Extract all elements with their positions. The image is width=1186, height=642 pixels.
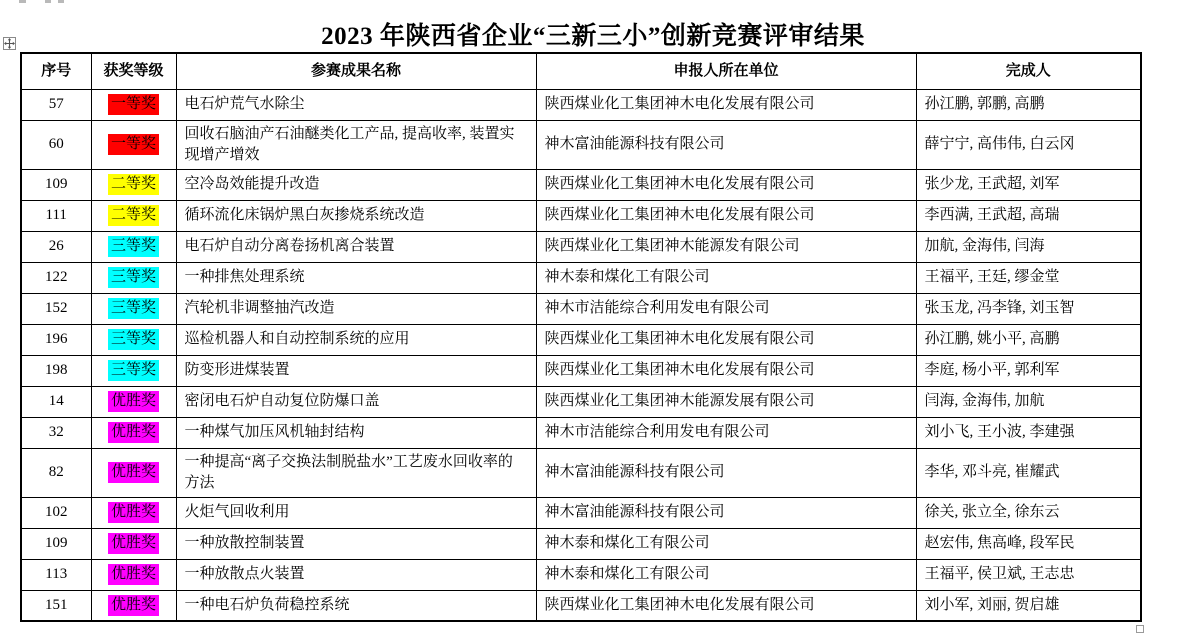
serial-cell: 82: [21, 448, 91, 497]
award-cell: [91, 200, 176, 231]
serial-cell: 196: [21, 324, 91, 355]
award-cell: [91, 293, 176, 324]
people-cell: 徐关, 张立全, 徐东云: [916, 497, 1141, 528]
unit-cell: 神木富油能源科技有限公司: [536, 120, 916, 169]
award-highlight: 二等奖: [108, 174, 159, 195]
achievement-cell: 一种放散控制装置: [176, 528, 536, 559]
unit-cell: 神木市洁能综合利用发电有限公司: [536, 417, 916, 448]
people-cell: 李庭, 杨小平, 郭利军: [916, 355, 1141, 386]
award-cell: [91, 120, 176, 169]
page-title: 2023 年陕西省企业“三新三小”创新竞赛评审结果: [321, 23, 865, 50]
people-cell: 王福平, 侯卫斌, 王志忠: [916, 559, 1141, 590]
achievement-cell: 火炬气回收利用: [176, 497, 536, 528]
award-cell: [91, 497, 176, 528]
award-cell: [91, 448, 176, 497]
award-highlight: 优胜奖: [108, 422, 159, 443]
serial-cell: 113: [21, 559, 91, 590]
column-header-serial: 序号: [21, 53, 91, 89]
people-cell: 赵宏伟, 焦高峰, 段军民: [916, 528, 1141, 559]
unit-cell: 神木市洁能综合利用发电有限公司: [536, 293, 916, 324]
achievement-cell: 一种排焦处理系统: [176, 262, 536, 293]
serial-cell: 60: [21, 120, 91, 169]
award-cell: [91, 355, 176, 386]
column-header-applicant-unit: 申报人所在单位: [536, 53, 916, 89]
unit-cell: 神木富油能源科技有限公司: [536, 448, 916, 497]
achievement-cell: 汽轮机非调整抽汽改造: [176, 293, 536, 324]
award-cell: [91, 262, 176, 293]
serial-cell: 32: [21, 417, 91, 448]
award-highlight: 一等奖: [108, 94, 159, 115]
achievement-cell: 一种煤气加压风机轴封结构: [176, 417, 536, 448]
unit-cell: 陕西煤业化工集团神木电化发展有限公司: [536, 89, 916, 120]
serial-cell: 151: [21, 590, 91, 621]
table-row: [21, 324, 1141, 355]
unit-cell: 神木富油能源科技有限公司: [536, 497, 916, 528]
award-cell: [91, 559, 176, 590]
people-cell: 加航, 金海伟, 闫海: [916, 231, 1141, 262]
table-row: [21, 293, 1141, 324]
award-highlight: 一等奖: [108, 134, 159, 155]
award-highlight: 优胜奖: [108, 462, 159, 483]
people-cell: 薛宁宁, 高伟伟, 白云冈: [916, 120, 1141, 169]
achievement-cell: 循环流化床锅炉黑白灰掺烧系统改造: [176, 200, 536, 231]
award-highlight: 二等奖: [108, 205, 159, 226]
unit-cell: 陕西煤业化工集团神木能源发展有限公司: [536, 386, 916, 417]
table-move-handle-icon[interactable]: [3, 37, 16, 50]
achievement-cell: 空冷岛效能提升改造: [176, 169, 536, 200]
achievement-cell: 一种放散点火装置: [176, 559, 536, 590]
people-cell: 闫海, 金海伟, 加航: [916, 386, 1141, 417]
table-row: [21, 497, 1141, 528]
unit-cell: 陕西煤业化工集团神木电化发展有限公司: [536, 169, 916, 200]
serial-cell: 26: [21, 231, 91, 262]
table-header-row: [21, 53, 1141, 89]
people-cell: 张少龙, 王武超, 刘军: [916, 169, 1141, 200]
people-cell: 李西满, 王武超, 高瑞: [916, 200, 1141, 231]
table-row: [21, 231, 1141, 262]
people-cell: 王福平, 王廷, 缪金堂: [916, 262, 1141, 293]
top-edge-artifact: [58, 0, 64, 3]
achievement-cell: 一种提高“离子交换法制脱盐水”工艺废水回收率的方法: [176, 448, 536, 497]
serial-cell: 102: [21, 497, 91, 528]
table-resize-handle[interactable]: [1136, 625, 1144, 633]
table-row: [21, 590, 1141, 621]
top-edge-artifact: [45, 0, 51, 3]
serial-cell: 109: [21, 528, 91, 559]
serial-cell: 122: [21, 262, 91, 293]
column-header-achievement-name: 参赛成果名称: [176, 53, 536, 89]
achievement-cell: 回收石脑油产石油醚类化工产品, 提高收率, 装置实现增产增效: [176, 120, 536, 169]
award-highlight: 三等奖: [108, 298, 159, 319]
achievement-cell: 密闭电石炉自动复位防爆口盖: [176, 386, 536, 417]
people-cell: 刘小军, 刘丽, 贺启雄: [916, 590, 1141, 621]
award-cell: [91, 231, 176, 262]
award-highlight: 三等奖: [108, 267, 159, 288]
award-cell: [91, 169, 176, 200]
achievement-cell: 电石炉荒气水除尘: [176, 89, 536, 120]
people-cell: 孙江鹏, 姚小平, 高鹏: [916, 324, 1141, 355]
award-highlight: 优胜奖: [108, 533, 159, 554]
unit-cell: 陕西煤业化工集团神木电化发展有限公司: [536, 200, 916, 231]
table-row: [21, 262, 1141, 293]
award-highlight: 三等奖: [108, 360, 159, 381]
unit-cell: 神木泰和煤化工有限公司: [536, 559, 916, 590]
people-cell: 张玉龙, 冯李锋, 刘玉智: [916, 293, 1141, 324]
award-cell: [91, 590, 176, 621]
column-header-award-level: 获奖等级: [91, 53, 176, 89]
unit-cell: 神木泰和煤化工有限公司: [536, 528, 916, 559]
four-way-arrow-icon: [4, 38, 15, 49]
table-row: [21, 355, 1141, 386]
serial-cell: 109: [21, 169, 91, 200]
table-row: [21, 89, 1141, 120]
top-edge-artifact: [19, 0, 26, 3]
table-row: [21, 448, 1141, 497]
column-header-completers: 完成人: [916, 53, 1141, 89]
award-cell: [91, 324, 176, 355]
table-row: [21, 417, 1141, 448]
serial-cell: 198: [21, 355, 91, 386]
unit-cell: 神木泰和煤化工有限公司: [536, 262, 916, 293]
people-cell: 刘小飞, 王小波, 李建强: [916, 417, 1141, 448]
table-row: [21, 559, 1141, 590]
people-cell: 孙江鹏, 郭鹏, 高鹏: [916, 89, 1141, 120]
serial-cell: 152: [21, 293, 91, 324]
unit-cell: 陕西煤业化工集团神木电化发展有限公司: [536, 590, 916, 621]
serial-cell: 57: [21, 89, 91, 120]
award-highlight: 优胜奖: [108, 595, 159, 616]
award-results-table: [20, 52, 1142, 622]
achievement-cell: 电石炉自动分离卷扬机离合装置: [176, 231, 536, 262]
achievement-cell: 一种电石炉负荷稳控系统: [176, 590, 536, 621]
serial-cell: 111: [21, 200, 91, 231]
award-highlight: 优胜奖: [108, 391, 159, 412]
unit-cell: 陕西煤业化工集团神木电化发展有限公司: [536, 324, 916, 355]
award-highlight: 三等奖: [108, 236, 159, 257]
table-row: [21, 200, 1141, 231]
award-highlight: 优胜奖: [108, 502, 159, 523]
achievement-cell: 巡检机器人和自动控制系统的应用: [176, 324, 536, 355]
table-row: [21, 169, 1141, 200]
serial-cell: 14: [21, 386, 91, 417]
unit-cell: 陕西煤业化工集团神木电化发展有限公司: [536, 355, 916, 386]
award-cell: [91, 417, 176, 448]
people-cell: 李华, 邓斗亮, 崔耀武: [916, 448, 1141, 497]
table-row: [21, 386, 1141, 417]
award-highlight: 优胜奖: [108, 564, 159, 585]
table-row: [21, 528, 1141, 559]
table-row: [21, 120, 1141, 169]
achievement-cell: 防变形进煤装置: [176, 355, 536, 386]
unit-cell: 陕西煤业化工集团神木能源发有限公司: [536, 231, 916, 262]
award-cell: [91, 386, 176, 417]
award-cell: [91, 89, 176, 120]
award-highlight: 三等奖: [108, 329, 159, 350]
award-cell: [91, 528, 176, 559]
